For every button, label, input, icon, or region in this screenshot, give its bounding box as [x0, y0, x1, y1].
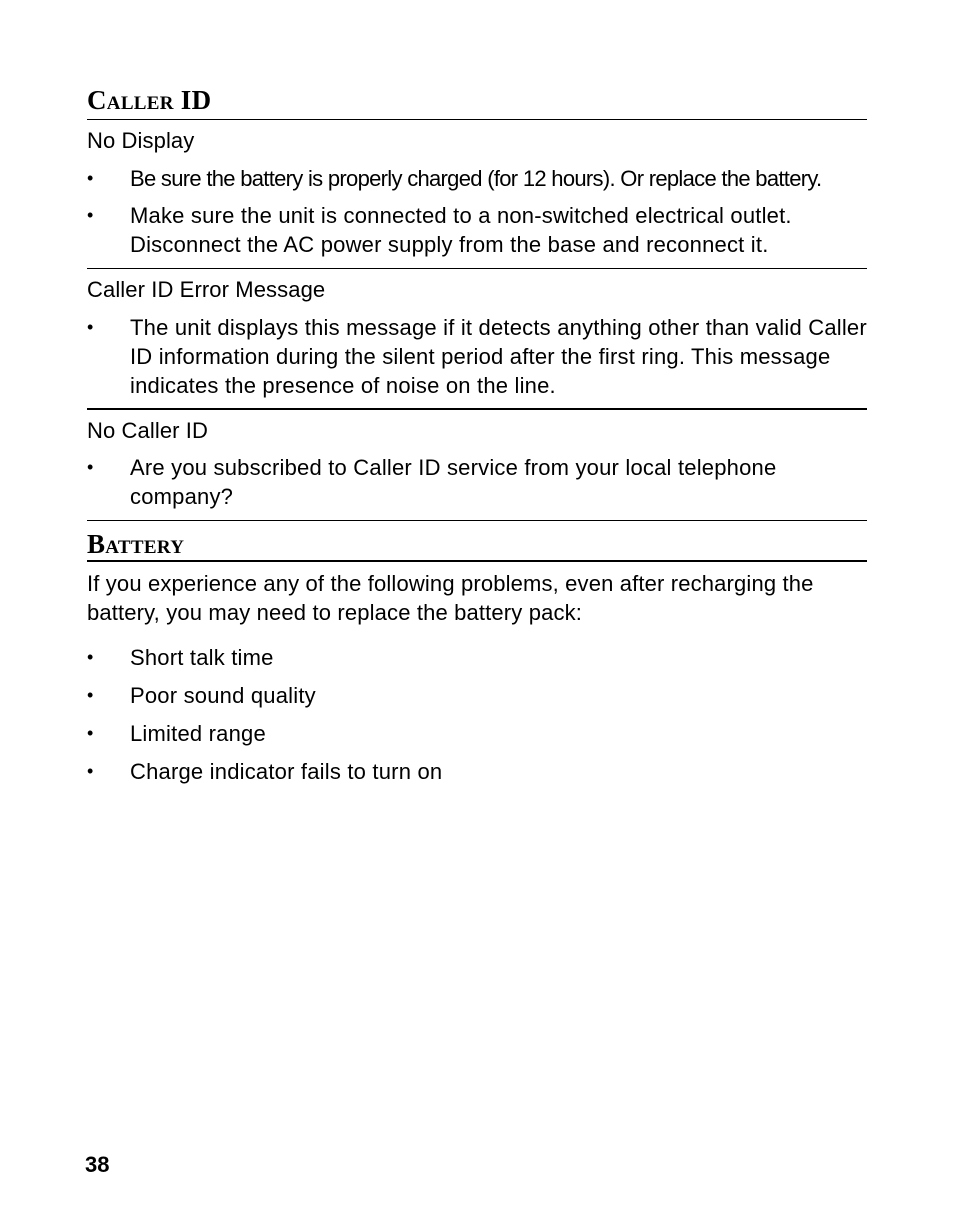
list-item-text: The unit displays this message if it detects anything other than valid Caller ID information during the silent period after the first ring. This message indicates the presence of noise on the line.	[130, 315, 867, 398]
list-item-text: Short talk time	[130, 645, 274, 670]
list-item-text: Are you subscribed to Caller ID service from your local telephone company?	[130, 455, 777, 509]
bullet-glyph: •	[87, 761, 94, 781]
bullet-glyph: •	[87, 723, 94, 743]
section-divider	[87, 268, 867, 269]
section-divider	[87, 520, 867, 521]
list-item-text: Poor sound quality	[130, 683, 316, 708]
list-item	[87, 164, 867, 193]
list-item-text: Be sure the battery is properly charged (for 12 hours). Or replace the battery.	[130, 166, 822, 191]
list-item	[87, 313, 867, 400]
page-number: 38	[85, 1152, 110, 1177]
no-display-subheading: No Display	[87, 128, 195, 153]
bullet-glyph: •	[87, 317, 94, 337]
battery-intro-paragraph: If you experience any of the following problems, even after recharging the battery, you may need to replace the battery pack:	[87, 571, 814, 625]
bullet-glyph: •	[87, 457, 94, 477]
bullet-glyph: •	[87, 168, 94, 188]
bullet-glyph: •	[87, 205, 94, 225]
list-item	[87, 453, 867, 511]
list-item-text: Charge indicator fails to turn on	[130, 759, 443, 784]
section-divider	[87, 408, 867, 410]
error-message-subheading: Caller ID Error Message	[87, 277, 326, 302]
list-item-text: Limited range	[130, 721, 266, 746]
list-item	[87, 681, 867, 710]
list-item	[87, 201, 867, 259]
list-item	[87, 719, 867, 748]
bullet-glyph: •	[87, 647, 94, 667]
caller-id-heading: Caller ID	[87, 85, 212, 115]
no-caller-id-subheading: No Caller ID	[87, 418, 209, 443]
list-item	[87, 643, 867, 672]
battery-heading-rule	[87, 560, 867, 562]
list-item	[87, 757, 867, 786]
battery-heading: Battery	[87, 529, 185, 559]
caller-id-heading-rule	[87, 119, 867, 120]
list-item-text: Make sure the unit is connected to a non-switched electrical outlet. Disconnect the AC power supply from the base and reconnect it.	[130, 203, 792, 257]
bullet-glyph: •	[87, 685, 94, 705]
